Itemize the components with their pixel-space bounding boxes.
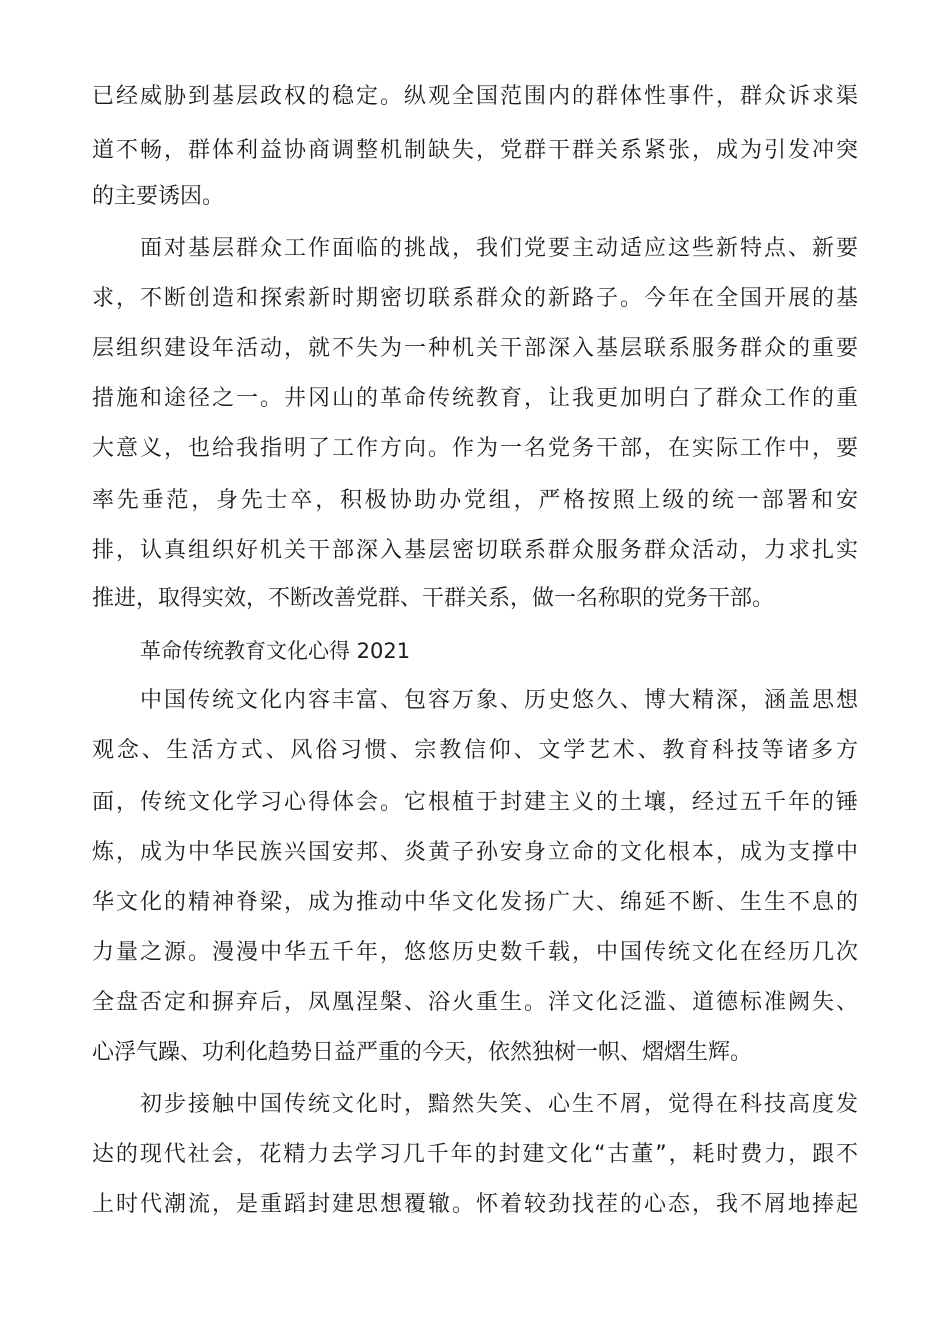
text-line: 力量之源。漫漫中华五千年，悠悠历史数千载，中国传统文化在经历几次 [92,940,858,965]
text-line: 措施和途径之一。井冈山的革命传统教育，让我更加明白了群众工作的重 [92,386,858,411]
text-line: 心浮气躁、功利化趋势日益严重的今天，依然独树一帜、熠熠生辉。 [92,1040,753,1065]
text-line: 道不畅，群体利益协商调整机制缺失，党群干群关系紧张，成为引发冲突 [92,138,858,163]
text-line: 排，认真组织好机关干部深入基层密切联系群众服务群众活动，力求扎实 [92,538,858,563]
section-heading: 革命传统教育文化心得 2021 [140,639,411,663]
text-line: 初步接触中国传统文化时，黯然失笑、心生不屑，觉得在科技高度发 [140,1092,858,1117]
text-line: 达的现代社会，花精力去学习几千年的封建文化“古董”，耗时费力，跟不 [92,1142,858,1167]
text-line: 面对基层群众工作面临的挑战，我们党要主动适应这些新特点、新要 [140,236,858,261]
text-line: 中国传统文化内容丰富、包容万象、历史悠久、博大精深，涵盖思想 [140,688,858,713]
text-line: 华文化的精神脊梁，成为推动中华文化发扬广大、绵延不断、生生不息的 [92,890,858,915]
text-line: 炼，成为中华民族兴国安邦、炎黄子孙安身立命的文化根本，成为支撑中 [92,840,858,865]
text-line: 推进，取得实效，不断改善党群、干群关系，做一名称职的党务干部。 [92,586,775,611]
text-line: 大意义，也给我指明了工作方向。作为一名党务干部，在实际工作中，要 [92,436,858,461]
text-line: 的主要诱因。 [92,184,225,209]
text-line: 已经威胁到基层政权的稳定。纵观全国范围内的群体性事件，群众诉求渠 [92,84,858,109]
text-line: 率先垂范，身先士卒，积极协助办党组，严格按照上级的统一部署和安 [92,488,858,513]
text-line: 求，不断创造和探索新时期密切联系群众的新路子。今年在全国开展的基 [92,286,858,311]
text-line: 上时代潮流，是重蹈封建思想覆辙。怀着较劲找茬的心态，我不屑地捧起 [92,1192,858,1217]
text-line: 面，传统文化学习心得体会。它根植于封建主义的土壤，经过五千年的锤 [92,790,858,815]
text-line: 全盘否定和摒弃后，凤凰涅槃、浴火重生。洋文化泛滥、道德标准阙失、 [92,990,858,1015]
text-line: 观念、生活方式、风俗习惯、宗教信仰、文学艺术、教育科技等诸多方 [92,738,858,763]
text-line: 层组织建设年活动，就不失为一种机关干部深入基层联系服务群众的重要 [92,336,858,361]
